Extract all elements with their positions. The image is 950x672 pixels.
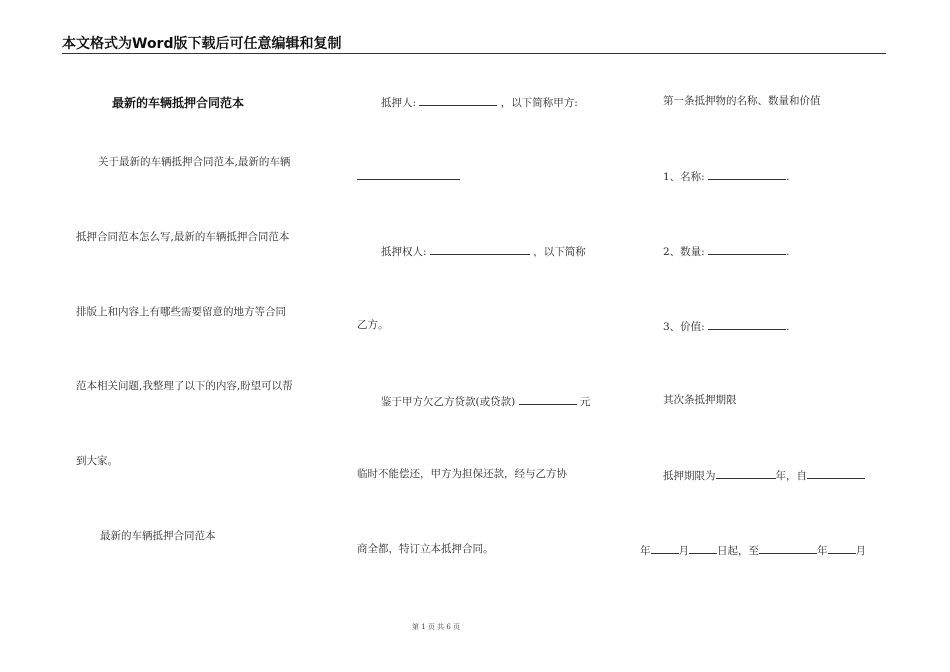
date-month-label: 月 [855, 545, 866, 557]
item-quantity-label: 2、数量: [663, 246, 705, 258]
paragraph-line: 关于最新的车辆抵押合同范本,最新的车辆 [98, 156, 291, 168]
date-day-label: 日起，至 [717, 545, 759, 557]
period-line [663, 467, 865, 483]
item-name-blank [708, 168, 786, 180]
mortgagor-blank [419, 94, 497, 106]
page-number: 第 1 页 共 6 页 [412, 623, 461, 631]
loan-unit: 元 [579, 396, 591, 408]
paragraph-line: 范本相关问题,我整理了以下的内容,盼望可以帮 [76, 380, 293, 392]
item-name-label: 1、名称: [663, 171, 705, 183]
date-blank [828, 542, 856, 554]
mortgagor-line [381, 94, 578, 110]
item-value-line [663, 318, 789, 334]
item-quantity-line [663, 243, 789, 259]
loan-text: 鉴于甲方欠乙方贷款(或贷款) [381, 396, 516, 408]
item-end: . [786, 246, 790, 258]
document-title: 最新的车辆抵押合同范本 [112, 96, 245, 110]
blank-line [357, 168, 460, 184]
item-value-blank [708, 318, 786, 330]
mortgagor-suffix: ，以下简称甲方: [500, 97, 578, 109]
document-header: 本文格式为Word版下载后可任意编辑和复制 [62, 36, 342, 52]
item-value-label: 3、价值: [663, 321, 705, 333]
mortgagee-label: 抵押权人: [381, 246, 427, 258]
loan-amount-blank [519, 393, 577, 405]
mortgagee-suffix: ，以下简称 [533, 246, 586, 258]
item-end: . [786, 171, 790, 183]
date-blank [759, 542, 817, 554]
mortgagee-blank [430, 243, 530, 255]
loan-line [381, 393, 590, 409]
item-end: . [786, 321, 790, 333]
period-start-blank [807, 467, 865, 479]
mortgagor-label: 抵押人: [381, 97, 417, 109]
period-years-blank [716, 467, 776, 479]
continuation-blank [357, 168, 460, 180]
mortgagee-line [381, 243, 586, 259]
paragraph-line: 商全都，特订立本抵押合同。 [357, 543, 494, 555]
paragraph-line: 排版上和内容上有哪些需要留意的地方等合同 [76, 306, 286, 318]
date-blank [651, 542, 679, 554]
date-range-line [640, 542, 866, 558]
date-year-label: 年 [640, 545, 651, 557]
section-subtitle: 最新的车辆抵押合同范本 [100, 530, 216, 542]
paragraph-line: 乙方。 [357, 319, 389, 331]
period-label: 抵押期限为 [663, 470, 716, 482]
article-heading: 其次条抵押期限 [663, 394, 737, 406]
article-heading: 第一条抵押物的名称、数量和价值 [663, 95, 821, 107]
period-suffix: 年，自 [775, 470, 807, 482]
item-quantity-blank [708, 243, 786, 255]
paragraph-line: 临时不能偿还，甲方为担保还款，经与乙方协 [357, 468, 567, 480]
date-year-label: 年 [817, 545, 828, 557]
item-name-line [663, 168, 789, 184]
date-blank [689, 542, 717, 554]
paragraph-line: 到大家。 [76, 455, 118, 467]
date-month-label: 月 [678, 545, 689, 557]
header-rule [62, 53, 886, 54]
paragraph-line: 抵押合同范本怎么写,最新的车辆抵押合同范本 [76, 231, 290, 243]
